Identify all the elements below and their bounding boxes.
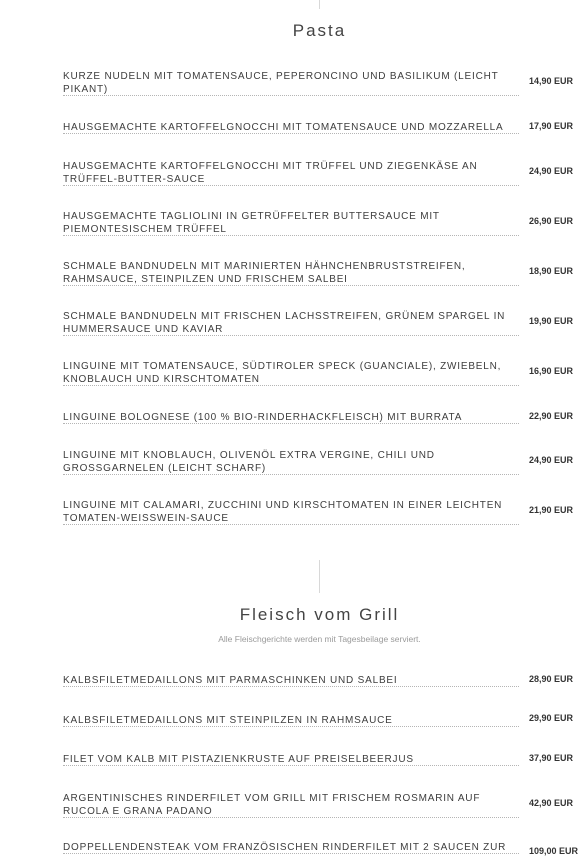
menu-item <box>63 121 585 134</box>
menu-item <box>63 210 585 236</box>
item-name: DOPPELLENDENSTEAK VOM FRANZÖSISCHEN RINDERFILET MIT 2 SAUCEN ZUR <box>63 842 510 853</box>
item-price: 16,90 EUR <box>529 366 574 376</box>
menu-item <box>63 411 585 424</box>
divider-line <box>319 560 320 593</box>
item-price: 17,90 EUR <box>529 121 574 131</box>
item-name: HAUSGEMACHTE KARTOFFELGNOCCHI MIT TOMATENSAUCE UND MOZZARELLA <box>63 122 508 133</box>
item-name: FILET VOM KALB MIT PISTAZIENKRUSTE AUF PREISELBEERJUS <box>63 754 418 765</box>
item-price: 109,00 EUR <box>529 846 579 856</box>
item-name: LINGUINE MIT KNOBLAUCH, OLIVENÖL EXTRA VERGINE, CHILI UND GROSSGARNELEN (LEICHT SCHARF) <box>63 450 435 474</box>
menu-item <box>63 499 585 525</box>
item-price: 28,90 EUR <box>529 674 574 684</box>
menu-item <box>63 714 585 727</box>
item-price: 24,90 EUR <box>529 455 574 465</box>
item-name: LINGUINE MIT CALAMARI, ZUCCHINI UND KIRSCHTOMATEN IN EINER LEICHTEN TOMATEN-WEISSWEIN-SAUCE <box>63 500 503 524</box>
item-name: SCHMALE BANDNUDELN MIT MARINIERTEN HÄHNCHENBRUSTSTREIFEN, RAHMSAUCE, STEINPILZEN UND FRISCHEM SALBEI <box>63 261 466 285</box>
item-name: KURZE NUDELN MIT TOMATENSAUCE, PEPERONCINO UND BASILIKUM (LEICHT PIKANT) <box>63 71 499 95</box>
section-subtitle: Alle Fleischgerichte werden mit Tagesbeilage serviert. <box>218 634 421 644</box>
item-name: LINGUINE MIT TOMATENSAUCE, SÜDTIROLER SPECK (GUANCIALE), ZWIEBELN, KNOBLAUCH UND KIRSCHTOMATEN <box>63 361 502 385</box>
menu-item <box>63 449 585 475</box>
menu-item <box>63 841 585 854</box>
item-name: HAUSGEMACHTE KARTOFFELGNOCCHI MIT TRÜFFEL UND ZIEGENKÄSE AN TRÜFFEL-BUTTER-SAUCE <box>63 161 478 185</box>
item-price: 24,90 EUR <box>529 166 574 176</box>
menu-item <box>63 360 585 386</box>
item-name: KALBSFILETMEDAILLONS MIT STEINPILZEN IN RAHMSAUCE <box>63 715 397 726</box>
menu-item <box>63 310 585 336</box>
section-title: Pasta <box>292 21 347 40</box>
item-name: LINGUINE BOLOGNESE (100 % BIO-RINDERHACKFLEISCH) MIT BURRATA <box>63 412 466 423</box>
dotted-leader <box>63 94 519 96</box>
item-price: 37,90 EUR <box>529 753 574 763</box>
item-price: 42,90 EUR <box>529 798 574 808</box>
item-name: SCHMALE BANDNUDELN MIT FRISCHEN LACHSSTREIFEN, GRÜNEM SPARGEL IN HUMMERSAUCE UND KAVIAR <box>63 311 506 335</box>
menu-item <box>63 753 585 766</box>
menu-item <box>63 260 585 286</box>
item-price: 22,90 EUR <box>529 411 574 421</box>
item-price: 29,90 EUR <box>529 713 574 723</box>
item-name: HAUSGEMACHTE TAGLIOLINI IN GETRÜFFELTER BUTTERSAUCE MIT PIEMONTESISCHEM TRÜFFEL <box>63 211 440 235</box>
section-title: Fleisch vom Grill <box>239 605 400 624</box>
menu-item <box>63 70 585 96</box>
item-price: 18,90 EUR <box>529 266 574 276</box>
item-price: 21,90 EUR <box>529 505 574 515</box>
menu-item <box>63 674 585 687</box>
item-price: 19,90 EUR <box>529 316 574 326</box>
menu-item <box>63 792 585 818</box>
item-price: 26,90 EUR <box>529 216 574 226</box>
menu-item <box>63 160 585 186</box>
item-name: ARGENTINISCHES RINDERFILET VOM GRILL MIT FRISCHEM ROSMARIN AUF RUCOLA E GRANA PADANO <box>63 793 481 817</box>
item-price: 14,90 EUR <box>529 76 574 86</box>
item-name: KALBSFILETMEDAILLONS MIT PARMASCHINKEN UND SALBEI <box>63 675 401 686</box>
divider-line <box>319 0 320 9</box>
